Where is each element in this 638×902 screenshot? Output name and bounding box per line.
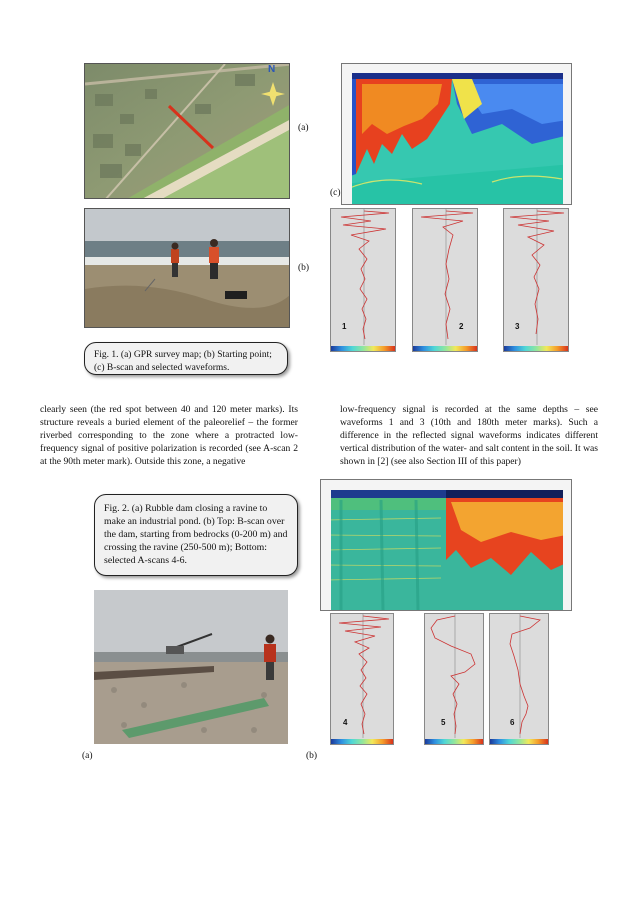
- person-left-icon: [171, 243, 179, 278]
- colorbar-1: [331, 346, 395, 351]
- fig1-waveform-panel-1: [330, 208, 396, 352]
- fig1-caption-text: Fig. 1. (a) GPR survey map; (b) Starting point; (c) B-scan and selected waveforms.: [94, 350, 272, 373]
- fig1-label-c: (c): [330, 188, 341, 198]
- colorbar-5: [425, 739, 483, 744]
- compass-label: N: [268, 64, 276, 75]
- fig2-caption: [94, 494, 298, 576]
- colorbar-3: [504, 346, 568, 351]
- body-text-left: clearly seen (the red spot between 40 and 120 meter marks). Its structure reveals a buried element of the paleorelief – the former riverbed corresponding to the zone where a protracted low-frequency signal of positive polarization is recorded (see A-scan 2 at the 90th meter mark). Outside this zone, a negative: [40, 404, 298, 467]
- waveform-number-4: 4: [343, 718, 348, 727]
- waveform-number-6: 6: [510, 718, 515, 727]
- fig1-map-image: [84, 63, 290, 199]
- waveform-number-3: 3: [515, 322, 520, 331]
- colorbar-4: [331, 739, 393, 744]
- fig2-caption-text: Fig. 2. (a) Rubble dam closing a ravine to make an industrial pond. (b) Top: B-scan over the dam, starting from bedrocks (0-200 m) and crossing the ravine (250-500 m); Bottom: selected A-scans 4-6.: [104, 503, 288, 566]
- colorbar-2: [413, 346, 477, 351]
- fig2-label-a: (a): [82, 751, 93, 761]
- waveform-number-2: 2: [459, 322, 464, 331]
- fig1-waveform-panel-2: [412, 208, 478, 352]
- fig2-label-b: (b): [306, 751, 318, 761]
- fig2-waveform-panel-5: [424, 613, 484, 745]
- fig1-label-b: (b): [298, 263, 310, 273]
- fig1-caption: [84, 342, 288, 375]
- fig2-waveform-panel-4: [330, 613, 394, 745]
- fig1-label-a: (a): [298, 123, 309, 133]
- waveform-number-5: 5: [441, 718, 446, 727]
- fig1-bscan: [341, 63, 572, 205]
- fig2-waveform-panel-6: [489, 613, 549, 745]
- waveform-number-1: 1: [342, 322, 347, 331]
- fig1-starting-point-photo: [84, 208, 290, 328]
- body-text-right: low-frequency signal is recorded at the same depths – see waveforms 1 and 3 (10th and 180th meter marks). Such a difference in the reflected signal waveforms indicates different vertical distribution of the water- and salt content in the soil. It was shown in [2] (see also Section III of this paper): [340, 404, 598, 467]
- fig1-waveform-panel-3: [503, 208, 569, 352]
- colorbar-6: [490, 739, 548, 744]
- fig2-bscan: [320, 479, 572, 611]
- fig2-dam-photo: [94, 590, 288, 744]
